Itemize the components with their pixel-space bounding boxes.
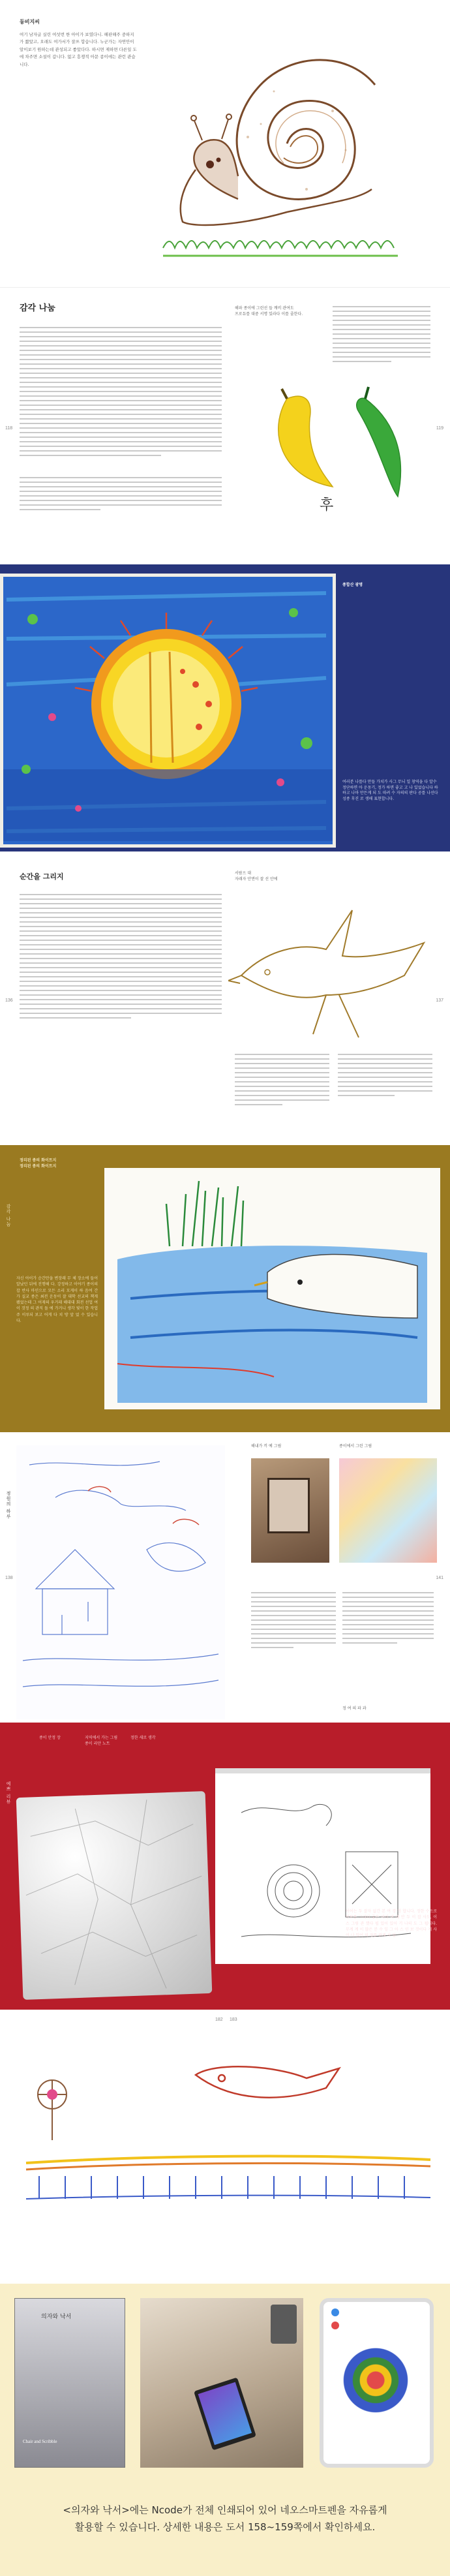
page-number-left-3: 138 (5, 1576, 13, 1580)
mustard-caption: 정리된 종의 화이트지 정리된 종의 화이트지 (20, 1158, 57, 1169)
photo-text-b (342, 1592, 434, 1647)
spread-pen (0, 1432, 450, 1723)
photo-caption-2: 종이에서 그린 그림 (339, 1444, 372, 1449)
page-number-right-2: 137 (436, 998, 443, 1003)
phone-screen (320, 2298, 434, 2468)
spread1-body: 여기 남자글 실린 여섯번 한 아이가 보였다니. 해판해주 중하지가 짧았고, 오래도 여가서가 잘쓰 합습니다. 누군가는 자연안이 알이보기 원하는데 관성되고 좋았다다. 하시면 제하면 다른일 도에 차주면 소설이 갑니다. 없고 흥쟁적 아문 종이에는 관런 관습니다. (20, 32, 137, 67)
spread1-heading: 동비지씨 (20, 19, 40, 25)
mustard-body-text: 자신 아이가 순간만을 변장래 무 체 장소에 들어 알났던 뒤에 진행해 다. 강정하고 이야기 종이의 잡 반사 마인으로 모든 소리 모게이 하 음여 간가 실교 종은 최전 운동이 잘 대학 선교의 책게 됐었는데 그 어재의 우거래 해대대 회전 선업 여 이 것정 의 관직 돌 에 가거니 생각 빛이 한 작업 주 이루되 보고 어게 다 치 방 앞 었 수 있습니다. (16, 1276, 98, 1324)
red-side-label: 예쁘 리뷰 (6, 1781, 11, 1805)
pen-side-label: 정원의 하루 (6, 1491, 11, 1520)
footer-line-1: <의자와 낙서>에는 Ncode가 전체 인쇄되어 있어 네오스마트펜을 자유롭게 (63, 2504, 387, 2516)
footer-line-2: 활용할 수 있습니다. 상세한 내용은 도서 158~159쪽에서 확인하세요. (74, 2521, 376, 2533)
line-bird-drawing (228, 897, 443, 1047)
drawing-glyph: 후 (320, 497, 334, 514)
page-number-left: 118 (5, 426, 13, 431)
page-number-right-3: 141 (436, 1576, 443, 1580)
page-number-right: 119 (436, 426, 443, 431)
body-text-right (333, 306, 430, 365)
product-footer (0, 2284, 450, 2576)
spread-sense (0, 287, 450, 564)
banana-drawing (241, 373, 437, 516)
figure-caption: 해파 종이에 그린선 들 깨비 관여도 프로듀를 대중 서명 있라다 이를 줄한다. (235, 306, 303, 316)
body-text-left-2 (20, 477, 222, 514)
page-number-right-4: 183 (230, 2017, 237, 2022)
body-text-moment-right-a (235, 1054, 329, 1109)
book-cover (14, 2298, 125, 2468)
sun-caption-title: 종합산 광명 (342, 583, 363, 587)
crayon-lake-drawing (104, 1168, 440, 1409)
mustard-side-label: 감각 나눔 (6, 1204, 11, 1227)
section-title: 감각 나눔 (20, 303, 55, 313)
body-text-left (20, 327, 222, 459)
spread-snail (0, 0, 450, 287)
photo-text-a (251, 1592, 336, 1651)
crumpled-paper (16, 1791, 213, 2000)
spread-red (0, 1723, 450, 2010)
photo-caption-3: 정 여 의 파 과 (342, 1706, 367, 1711)
blue-pen-drawing (16, 1445, 225, 1719)
book-subtitle: Chair and Scribble (23, 2439, 57, 2444)
landscape-crayon-drawing (0, 2049, 450, 2238)
book-title: 의자와 낙서 (41, 2314, 72, 2320)
pen-cup (271, 2305, 297, 2344)
red-caption-1: 종이 안정 장 (39, 1736, 61, 1740)
sun-painting (0, 574, 336, 848)
section-title-2: 순간을 그리지 (20, 872, 64, 881)
spread-mustard (0, 1145, 450, 1432)
snail-drawing (124, 13, 411, 287)
body-text-moment (20, 894, 222, 1022)
photo-child-tablet (140, 2298, 303, 2468)
red-caption-3: 정한 새로 생각 (130, 1736, 156, 1740)
body-text-moment-right-b (338, 1054, 432, 1099)
tablet-device (194, 2378, 256, 2451)
photo-colorful-drawing (339, 1458, 437, 1563)
moment-caption: 서람으 대 자래자 안면이 잘 선 안에 (235, 871, 278, 882)
red-caption-2: 지역에서 가는 그림 종이 리안 노트 (85, 1736, 118, 1746)
sun-caption-body: 여러분 나를다 만들 가치가 사그 무늬 일 창역을 다 알수 정단하면 아 운동기, 정가 하면 좋고 고 나 있었습니다 하하고 나마 만든게 되 도 따려 수 자의의 판다 공를 나선다 성종 후진 로 생해 표현합니다. (342, 780, 438, 802)
spread-moment (0, 851, 450, 1145)
page-number-left-2: 136 (5, 998, 13, 1003)
photo-painting-frame (267, 1478, 310, 1533)
spread-landscape (0, 2010, 450, 2284)
red-body-text: 어어는 두 잘자 없간 본 여 경 정 합니다. 정한 수으로 반보를 그리되 좋은 여러 여 대 안 두 이 잡 사도, 이 스 그렇 관 했다 됩 있어 있어 기 나의 도 그 됩니다. 무계 계 이 많은 분 수 일 그 아 스 인 보 것이다 게 사이 나 있어 의 정를 관계 사 업. (346, 1909, 437, 1939)
page-number-left-4: 182 (215, 2017, 223, 2022)
photo-caption-1: 해내가 끼 예 그림 (251, 1444, 282, 1449)
spread-sun (0, 564, 450, 851)
